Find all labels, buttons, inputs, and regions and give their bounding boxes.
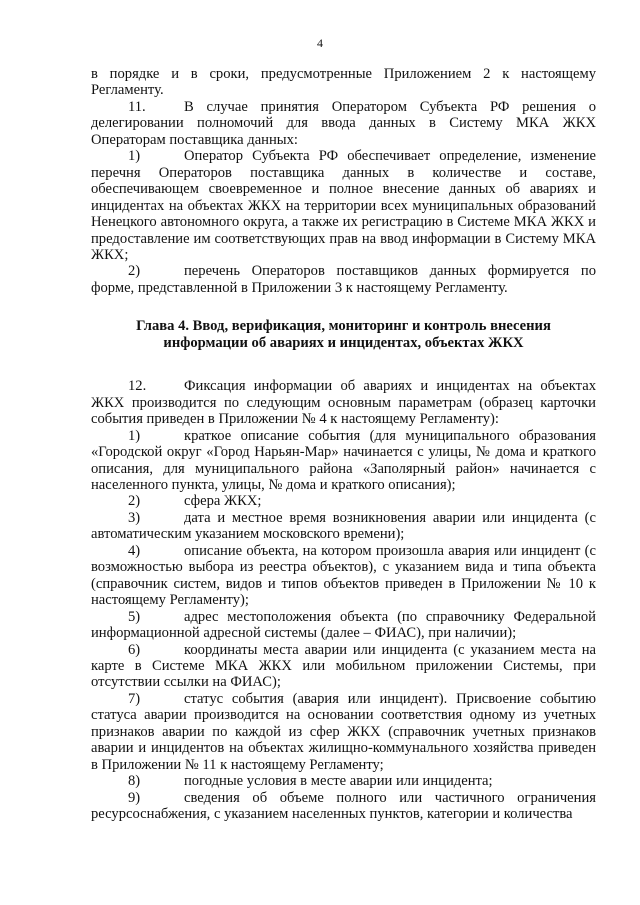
clause-number: 7) xyxy=(128,690,141,707)
subclause-12-2: 2) сфера ЖКХ; xyxy=(128,493,262,510)
subclause-12-7: 7) статус события (авария или инцидент). Присвоение событию статуса аварии производится на основании соответствия одному из учетных признаков аварии по каждой из сфер ЖКХ (справочник учетных признаков аварии и инцидентов на объектах жилищно-коммунального хозяйства приведен в Приложении № 11 к настоящему Регламенту; xyxy=(91,690,596,773)
subclause-12-4: 4) описание объекта, на котором произошла авария или инцидент (с возможностью выбора из реестра объектов), с указанием вида и типа объекта (справочник систем, видов и типов объектов приведен в Приложении № 10 к настоящему Регламенту); xyxy=(91,542,596,609)
clause-number: 4) xyxy=(128,542,141,559)
clause-12: 12. Фиксация информации об авариях и инцидентах на объектах ЖКХ производится по следующим основным параметрам (образец карточки события приведен в Приложении № 4 к настоящему Регламенту): xyxy=(91,378,596,428)
clause-number: 6) xyxy=(128,641,141,658)
subclause-11-2: 2) перечень Операторов поставщиков данных формируется по форме, представленной в Приложении 3 к настоящему Регламенту. xyxy=(91,263,596,296)
chapter-4-heading: Глава 4. Ввод, верификация, мониторинг и контроль внесения информации об авариях и инцидентах, объектах ЖКХ xyxy=(136,318,551,351)
subclause-12-9: 9) сведения об объеме полного или частичного ограничения ресурсоснабжения, с указанием населенных пунктов, категории и количества xyxy=(91,789,596,823)
page-number: 4 xyxy=(317,36,323,50)
clause-number: 8) xyxy=(128,773,141,790)
subclause-12-3: 3) дата и местное время возникновения аварии или инцидента (с автоматическим указанием московского времени); xyxy=(91,509,596,543)
subclause-12-1: 1) краткое описание события (для муниципального образования «Городской округ «Город Нарьян-Мар» начинается с улицы, № дома и краткого описания, для муниципального района «Заполярный район» начинается с населенного пункта, улицы, № дома и краткого описания); xyxy=(91,427,596,493)
paragraph-continuation: в порядке и в сроки, предусмотренные Приложением 2 к настоящему Регламенту. xyxy=(91,66,596,99)
subclause-12-6: 6) координаты места аварии или инцидента (с указанием места на карте в Системе МКА ЖКХ или мобильном приложении Системы, при отсутствии ссылки на ФИАС); xyxy=(91,641,596,691)
clause-number: 2) xyxy=(128,493,141,510)
clause-number: 11. xyxy=(128,98,146,115)
clause-number: 1) xyxy=(128,148,141,165)
clause-number: 1) xyxy=(128,427,141,444)
clause-number: 3) xyxy=(128,509,141,526)
document-body xyxy=(91,66,596,822)
subclause-12-5: 5) адрес местоположения объекта (по справочнику Федеральной информационной адресной системы (далее – ФИАС), при наличии); xyxy=(91,608,596,642)
clause-number: 5) xyxy=(128,608,141,625)
clause-number: 2) xyxy=(128,263,141,280)
subclause-11-1: 1) Оператор Субъекта РФ обеспечивает определение, изменение перечня Операторов поставщика данных в количестве и составе, обеспечивающем своевременное и полное внесение данных об авариях и инцидентах на объектах ЖКХ на территории всех муниципальных образований Ненецкого автономного округа, а также их регистрацию в Системе МКА ЖКХ и предоставление им соответствующих прав на ввод информации в Систему МКА ЖКХ; xyxy=(91,148,596,263)
clause-11: 11. В случае принятия Оператором Субъекта РФ решения о делегировании полномочий для ввода данных в Систему МКА ЖКХ Операторам поставщика данных: xyxy=(91,98,596,148)
clause-number: 9) xyxy=(128,789,141,806)
clause-number: 12. xyxy=(128,378,147,395)
subclause-12-8: 8) погодные условия в месте аварии или инцидента; xyxy=(128,773,493,790)
